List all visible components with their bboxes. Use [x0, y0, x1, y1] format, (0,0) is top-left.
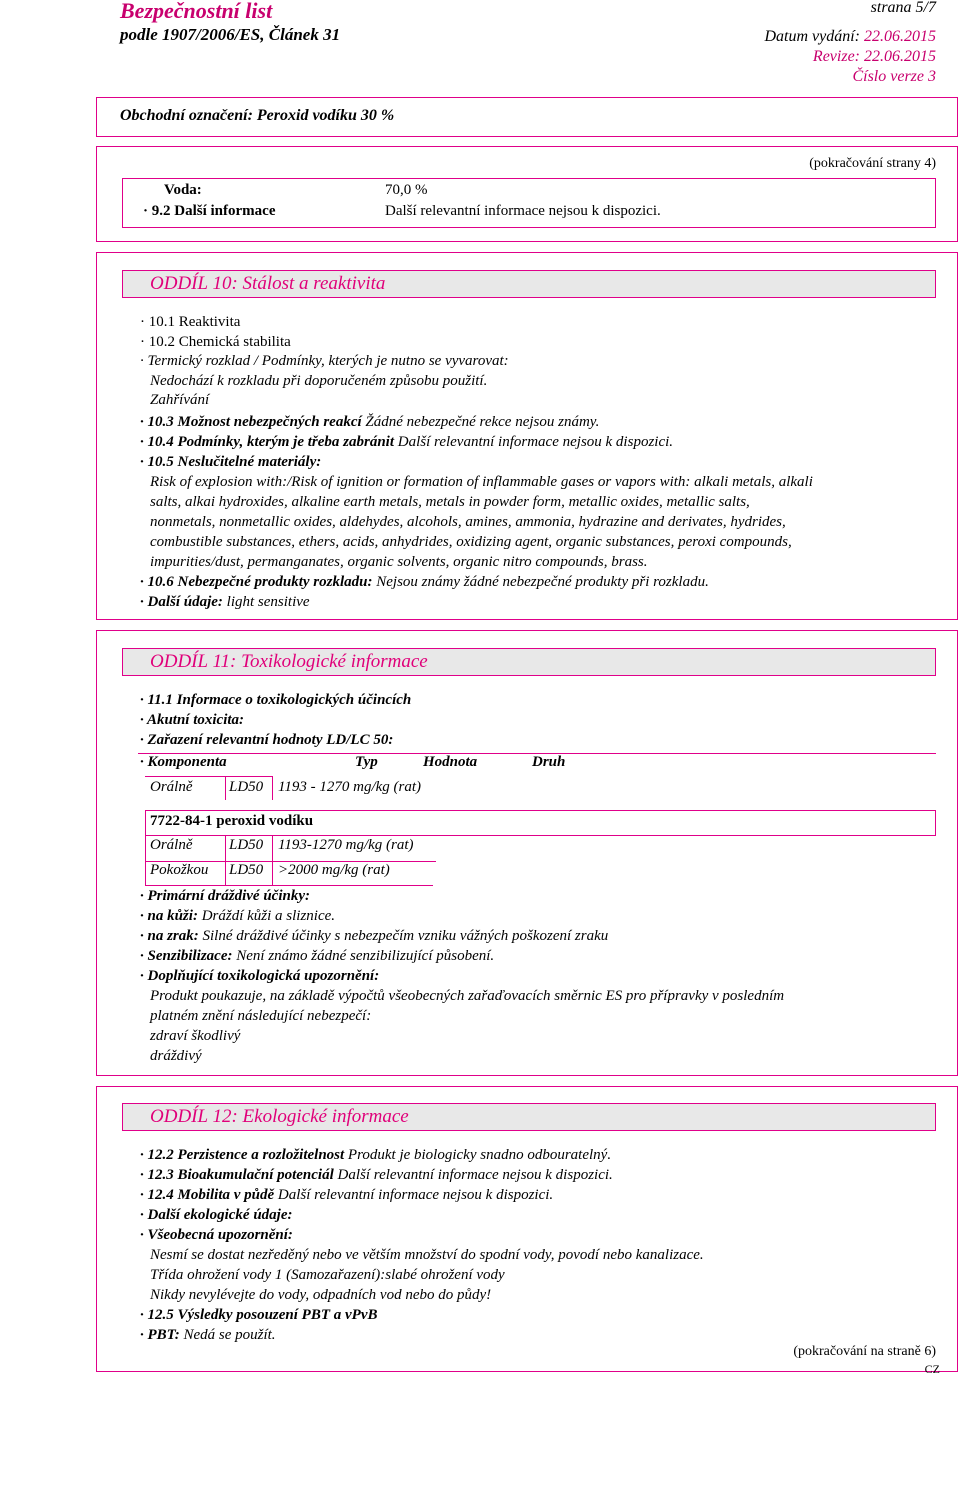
s10-other-data-value: light sensitive: [226, 594, 310, 610]
other-info-value: Další relevantní informace nejsou k dispozici.: [385, 203, 661, 219]
s10-incompatible-p1: Risk of explosion with:/Risk of ignition or formation of inflammable gases or vapors with: alkali metals, alkali: [150, 474, 813, 490]
table-header-component: · Komponenta: [140, 754, 227, 770]
s10-decomposition: [140, 572, 709, 592]
s11-classification: · Zařazení relevantní hodnoty LD/LC 50:: [140, 732, 394, 748]
table-row-1-type: LD50: [229, 837, 264, 853]
document-title: Bezpečnostní list: [120, 0, 273, 23]
substance-name: 7722-84-1 peroxid vodíku: [150, 813, 314, 829]
s10-hazardous-reactions: [140, 412, 599, 432]
s11-additional: · Doplňující toxikologická upozornění:: [140, 968, 380, 984]
revision-date-label: Revize:: [812, 48, 860, 65]
continuation-top: (pokračování strany 4): [809, 156, 936, 171]
s11-eyes-value: Silné dráždivé účinky s nebezpečím vzniku vážných poškození zraku: [202, 928, 609, 944]
s10-conditions-value: Další relevantní informace nejsou k dispozici.: [397, 434, 674, 450]
s10-hazardous-reactions-value: Žádné nebezpečné rekce nejsou známy.: [365, 414, 600, 430]
table-header-type: Typ: [355, 754, 378, 770]
s11-primary-irritant: · Primární dráždivé účinky:: [140, 888, 311, 904]
s11-additional-p1: Produkt poukazuje, na základě výpočtů všeobecných zařaďovacích směrnic ES pro přípravky v posledním: [150, 988, 785, 1004]
s10-incompatible-p2: salts, alkai hydroxides, alkaline earth metals, metals in powder form, metallic oxides, metallic salts,: [150, 494, 750, 510]
s12-general-p1: Nesmí se dostat nezředěný nebo ve větším množství do spodní vody, povodí nebo kanalizace.: [150, 1247, 704, 1263]
s11-info: · 11.1 Informace o toxikologických účincích: [140, 692, 412, 708]
water-value: 70,0 %: [385, 182, 428, 198]
revision-date: [813, 48, 936, 66]
s12-bioaccumulation-value: Další relevantní informace nejsou k dispozici.: [337, 1167, 613, 1183]
issue-date-label: Datum vydání:: [764, 28, 860, 45]
s12-general-p3: Nikdy nevylévejte do vody, odpadních vod nebo do půdy!: [150, 1287, 492, 1303]
section-11-title: ODDÍL 11: Toxikologické informace: [150, 651, 428, 672]
s12-pbt-assessment: · 12.5 Výsledky posouzení PBT a vPvB: [140, 1307, 378, 1323]
s10-incompatible: · 10.5 Neslučitelné materiály:: [140, 454, 322, 470]
s10-incompatible-p3: nonmetals, nonmetallic oxides, aldehydes, alcohols, amines, ammonia, hydrazine and derivates, hydrides,: [150, 514, 786, 530]
s11-skin: [140, 906, 335, 926]
s10-other-data-label: · Další údaje:: [140, 594, 223, 610]
s12-persistence-label: · 12.2 Perzistence a rozložitelnost: [140, 1147, 345, 1163]
s10-hazardous-reactions-label: · 10.3 Možnost nebezpečných reakcí: [140, 414, 362, 430]
s10-stability: · 10.2 Chemická stabilita: [140, 334, 291, 350]
s10-thermal: · Termický rozklad / Podmínky, kterých je nutno se vyvarovat:: [140, 353, 509, 369]
section-12-title: ODDÍL 12: Ekologické informace: [150, 1106, 409, 1127]
water-label: Voda:: [164, 182, 202, 198]
other-info-label: · 9.2 Další informace: [143, 203, 276, 219]
s12-pbt-value: Nedá se použít.: [183, 1327, 276, 1343]
table-header-value: Hodnota: [423, 754, 478, 770]
s10-thermal-text: Nedochází k rozkladu při doporučeném způsobu použití.: [150, 373, 488, 389]
s10-other-data: [140, 592, 310, 612]
s12-mobility-label: · 12.4 Mobilita v půdě: [140, 1187, 275, 1203]
s12-other-eco: · Další ekologické údaje:: [140, 1207, 293, 1223]
issue-date-value: 22.06.2015: [864, 28, 936, 45]
s12-bioaccumulation: [140, 1165, 613, 1185]
language-code: CZ: [924, 1362, 940, 1376]
s11-additional-p2: platném znění následující nebezpečí:: [150, 1008, 372, 1024]
s11-acute: · Akutní toxicita:: [140, 712, 245, 728]
table-row-0-value: 1193 - 1270 mg/kg (rat): [278, 779, 422, 795]
s12-general: · Všeobecná upozornění:: [140, 1227, 293, 1243]
continuation-bottom: (pokračování na straně 6): [793, 1344, 936, 1359]
s12-general-p2: Třída ohrožení vody 1 (Samozařazení):slabé ohrožení vody: [150, 1267, 505, 1283]
s10-incompatible-p5: impurities/dust, permanganates, organic solvents, organic nitro compounds, brass.: [150, 554, 648, 570]
table-row-2-type: LD50: [229, 862, 264, 878]
s11-additional-p3: zdraví škodlivý: [150, 1028, 241, 1044]
s11-skin-value: Dráždí kůži a sliznice.: [201, 908, 336, 924]
document-subtitle: podle 1907/2006/ES, Článek 31: [120, 25, 341, 44]
s12-persistence-value: Produkt je biologicky snadno odbouratelný.: [347, 1147, 612, 1163]
section-10-title: ODDÍL 10: Stálost a reaktivita: [150, 273, 386, 294]
table-row-0-route: Orálně: [150, 779, 193, 795]
table-row-2-value: >2000 mg/kg (rat): [278, 862, 390, 878]
s11-sensitization: [140, 946, 494, 966]
s11-sensitization-label: · Senzibilizace:: [140, 948, 233, 964]
version-number: Číslo verze 3: [852, 68, 936, 85]
revision-date-value: 22.06.2015: [864, 48, 936, 65]
s10-heating: Zahřívání: [150, 392, 210, 408]
table-row-2-route: Pokožkou: [150, 862, 209, 878]
s12-persistence: [140, 1145, 611, 1165]
s10-conditions-label: · 10.4 Podmínky, kterým je třeba zabránit: [140, 434, 395, 450]
table-row-0-type: LD50: [229, 779, 264, 795]
s12-bioaccumulation-label: · 12.3 Bioakumulační potenciál: [140, 1167, 334, 1183]
s12-mobility-value: Další relevantní informace nejsou k dispozici.: [277, 1187, 554, 1203]
s11-skin-label: · na kůži:: [140, 908, 198, 924]
s12-mobility: [140, 1185, 553, 1205]
s10-decomposition-value: Nejsou známy žádné nebezpečné produkty při rozkladu.: [376, 574, 709, 590]
s11-eyes-label: · na zrak:: [140, 928, 199, 944]
s11-eyes: [140, 926, 608, 946]
page-number: strana 5/7: [870, 0, 936, 16]
table-row-1-value: 1193-1270 mg/kg (rat): [278, 837, 414, 853]
s12-pbt-label: · PBT:: [140, 1327, 180, 1343]
s10-conditions: [140, 432, 673, 452]
s10-incompatible-p4: combustible substances, ethers, acids, anhydrides, oxidizing agent, organic substances, peroxi compounds,: [150, 534, 792, 550]
issue-date: [764, 28, 936, 46]
trade-name: Obchodní označení: Peroxid vodíku 30 %: [120, 107, 395, 124]
s10-reactivity: · 10.1 Reaktivita: [140, 314, 241, 330]
table-row-1-route: Orálně: [150, 837, 193, 853]
s10-decomposition-label: · 10.6 Nebezpečné produkty rozkladu:: [140, 574, 373, 590]
table-header-species: Druh: [532, 754, 566, 770]
s11-sensitization-value: Není známo žádné senzibilizující působení.: [236, 948, 495, 964]
s12-pbt: [140, 1325, 276, 1345]
s11-additional-p4: dráždivý: [150, 1048, 202, 1064]
